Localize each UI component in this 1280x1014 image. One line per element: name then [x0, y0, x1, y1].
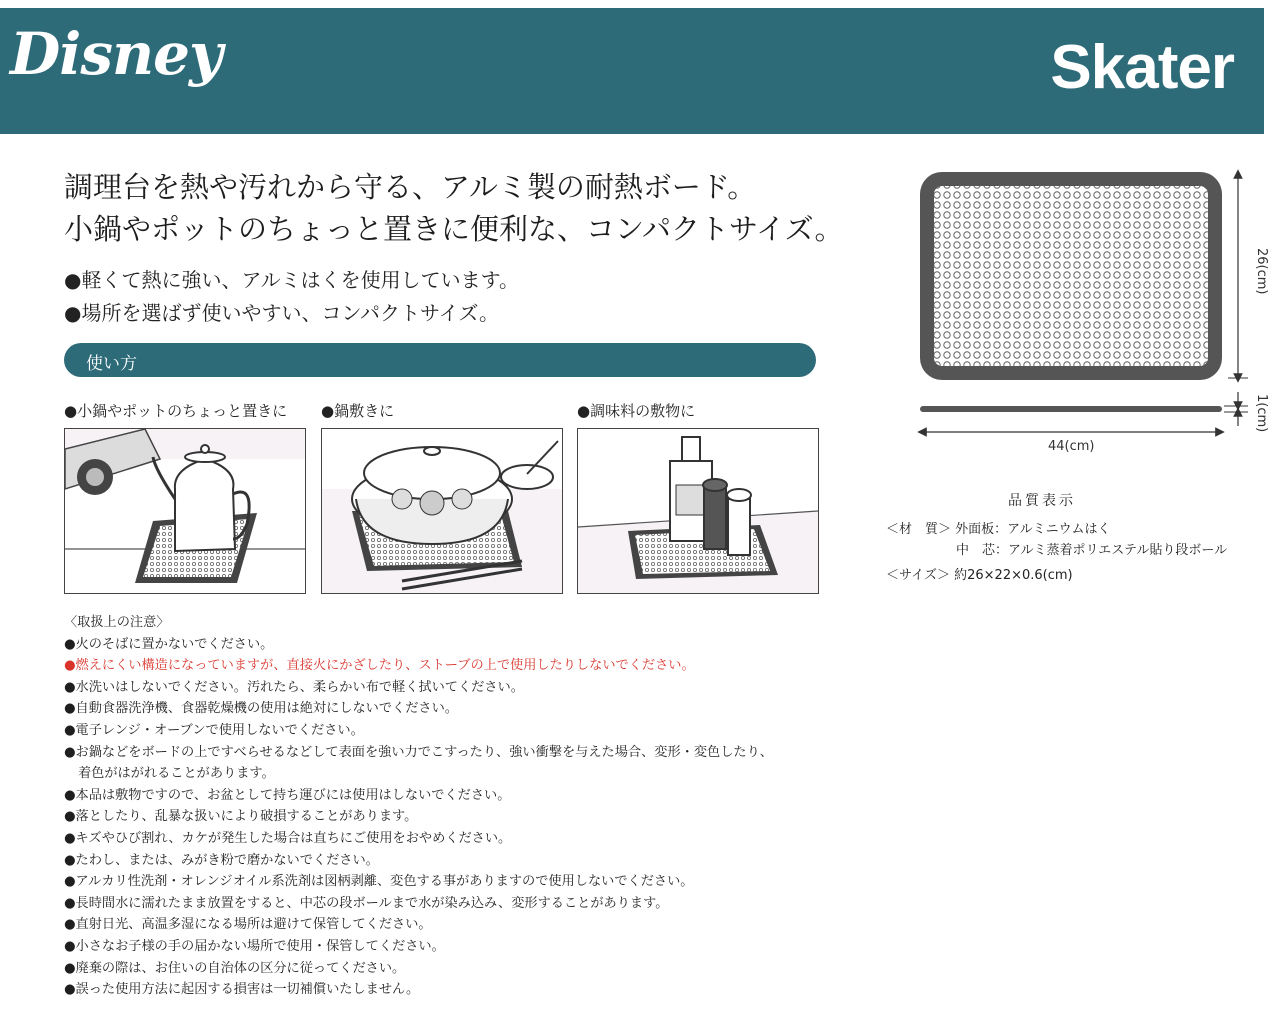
notes-title: 〈取扱上の注意〉 — [64, 615, 170, 630]
headline-line-1: 調理台を熱や汚れから守る、アルミ製の耐熱ボード。 — [64, 170, 757, 204]
note-item: ●お鍋などをボードの上ですべらせるなどして表面を強い力でこすったり、強い衝撃を与えた場合、変形・変色したり、 — [64, 744, 773, 760]
width-label: 44(cm) — [1048, 439, 1095, 454]
note-item: ●電子レンジ・オーブンで使用しないでください。 — [64, 722, 364, 738]
note-item-warning: ●燃えにくい構造になっていますが、直接火にかざしたり、ストーブの上で使用したりしないでください。 — [64, 658, 695, 674]
note-item: ●火のそばに置かないでください。 — [64, 636, 274, 652]
usage-section-header — [64, 343, 816, 377]
usage-title: 使い方 — [86, 354, 137, 374]
usage-caption-2: ●鍋敷きに — [321, 402, 395, 420]
note-item: ●落としたり、乱暴な扱いにより破損することがあります。 — [64, 809, 418, 825]
feature-item: ●軽くて熱に強い、アルミはくを使用しています。 — [64, 268, 520, 292]
note-item: ●本品は敷物ですので、お盆として持ち運びには使用はしないでください。 — [64, 787, 511, 803]
note-item: ●水洗いはしないでください。汚れたら、柔らかい布で軽く拭いてください。 — [64, 679, 524, 695]
outer-label: 外面板： — [955, 522, 1008, 537]
note-item: ●誤った使用方法に起因する損害は一切補償いたしません。 — [64, 982, 420, 998]
size-label: ＜サイズ＞ — [886, 568, 950, 583]
feature-list — [64, 264, 519, 330]
usage-caption-3: ●調味料の敷物に — [577, 402, 696, 420]
thickness-label: 1(cm) — [1254, 394, 1269, 433]
core-value: アルミ蒸着ポリエステル貼り段ボール — [1008, 543, 1228, 558]
product-dimension-figure — [912, 160, 1272, 464]
core-row — [956, 539, 1227, 558]
quality-title: 品質表示 — [1008, 493, 1076, 509]
header-banner — [0, 8, 1264, 134]
feature-item: ●場所を選ばず使いやすい、コンパクトサイズ。 — [64, 301, 500, 325]
note-item: ●キズやひび割れ、カケが発生した場合は直ちにご使用をおやめください。 — [64, 830, 512, 846]
note-item: ●小さなお子様の手の届かない場所で使用・保管してください。 — [64, 938, 445, 954]
note-item: ●自動食器洗浄機、食器乾燥機の使用は絶対にしないでください。 — [64, 701, 458, 717]
headline-line-2: 小鍋やポットのちょっと置きに便利な、コンパクトサイズ。 — [64, 212, 844, 246]
usage-caption-1: ●小鍋やポットのちょっと置きに — [64, 402, 288, 420]
board-side-view — [920, 406, 1222, 412]
height-label: 26(cm) — [1254, 248, 1269, 295]
material-row — [886, 518, 1111, 537]
note-item: ●アルカリ性洗剤・オレンジオイル系洗剤は図柄剥離、変色する事がありますので使用しないでください。 — [64, 874, 694, 890]
kettle-on-stove-illustration — [64, 428, 306, 594]
seasoning-bottles-illustration — [577, 428, 819, 594]
headline — [64, 166, 844, 250]
pot-trivet-illustration — [321, 428, 563, 594]
material-label: ＜材 質＞ — [886, 522, 952, 537]
outer-value: アルミニウムはく — [1007, 522, 1111, 537]
handling-notes — [64, 612, 773, 1001]
note-item: ●長時間水に濡れたまま放置をすると、中芯の段ボールまで水が染み込み、変形することがあります。 — [64, 895, 669, 911]
disney-logo: Disney — [10, 20, 222, 88]
note-item: ●直射日光、高温多湿になる場所は避けて保管してください。 — [64, 917, 432, 933]
core-label: 中 芯： — [956, 543, 1009, 558]
note-item: ●廃棄の際は、お住いの自治体の区分に従ってください。 — [64, 960, 406, 976]
size-value: 約26×22×0.6(cm) — [954, 568, 1073, 583]
skater-logo: Skater — [1050, 33, 1234, 102]
size-row — [886, 564, 1073, 583]
note-item: ●たわし、または、みがき粉で磨かないでください。 — [64, 852, 379, 868]
note-item-continuation: 着色がはがれることがあります。 — [78, 766, 275, 782]
